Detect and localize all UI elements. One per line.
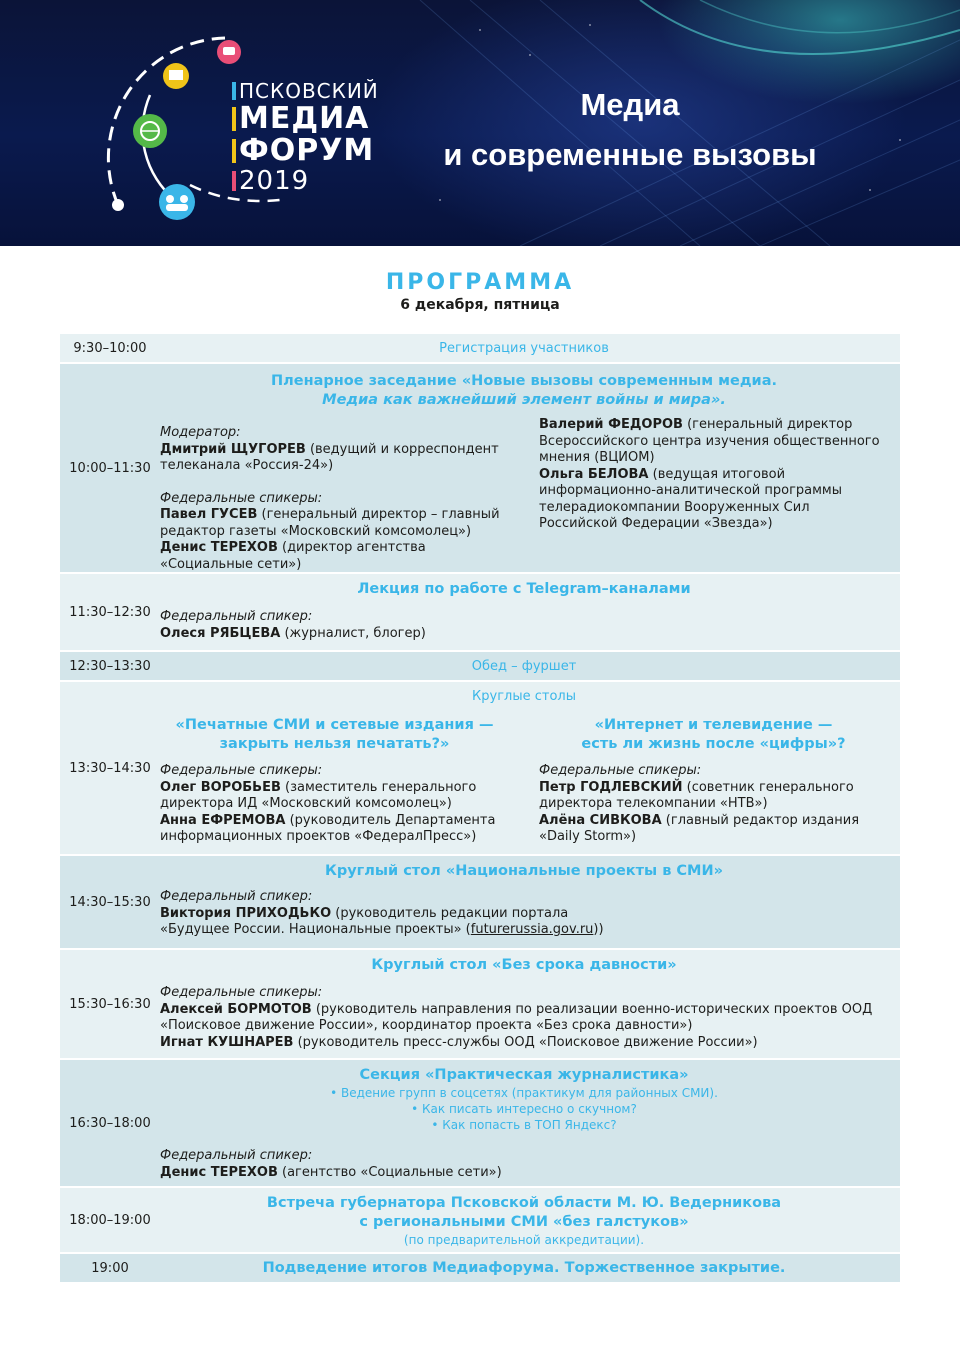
speaker-name: Алексей БОРМОТОВ xyxy=(160,1001,312,1017)
row-time: 19:00 xyxy=(91,1260,129,1276)
speaker-role: (ведущий и корреспондент телеканала «Россия-24») xyxy=(160,441,499,473)
speaker-label: Федеральный спикер: xyxy=(160,1148,313,1163)
speaker-label: Федеральный спикер: xyxy=(160,609,313,624)
speaker-role-end: )) xyxy=(593,922,604,937)
speaker-name: Олеся РЯБЦЕВА xyxy=(160,625,281,641)
speaker-name: Денис ТЕРЕХОВ xyxy=(160,540,278,555)
row-title: Подведение итогов Медиафорума. Торжественное закрытие. xyxy=(262,1259,786,1276)
speaker-name: Игнат КУШНАРЕВ xyxy=(160,1034,294,1050)
row-time: 13:30–14:30 xyxy=(69,760,151,776)
program-date: 6 декабря, пятница xyxy=(400,297,560,313)
headline xyxy=(400,80,860,180)
speaker-name: Павел ГУСЕВ xyxy=(160,507,258,522)
speaker-role: (агентство «Социальные сети») xyxy=(277,1164,502,1180)
row-time: 9:30–10:00 xyxy=(73,340,147,356)
row-title: Регистрация участников xyxy=(439,340,609,356)
speakers-label: Федеральные спикеры: xyxy=(160,763,323,778)
speaker-role: (руководитель Департамента информационных проектов «ФедералПресс») xyxy=(160,812,496,844)
speaker-role: (генеральный директор – главный редактор газеты «Московский комсомолец») xyxy=(160,507,500,539)
speaker-name: Анна ЕФРЕМОВА xyxy=(160,812,286,828)
headline-line-2: и современные вызовы xyxy=(443,137,817,172)
speaker-role: (руководитель пресс-службы ООД «Поисковое движение России») xyxy=(293,1034,758,1050)
logo-line-2: МЕДИА xyxy=(239,101,370,136)
schedule-row-lunch xyxy=(60,652,900,682)
row-note: (по предварительной аккредитации). xyxy=(403,1233,645,1247)
row-time: 12:30–13:30 xyxy=(69,658,151,674)
plenary-right-column xyxy=(531,417,888,573)
schedule-row-governor-meeting xyxy=(60,1188,900,1254)
speaker-name: Валерий ФЕДОРОВ xyxy=(539,417,683,432)
row-time: 14:30–15:30 xyxy=(69,894,151,910)
logo-line-3: ФОРУМ xyxy=(239,133,375,168)
row-title-line-1: Встреча губернатора Псковской области М. Ю. Ведерникова xyxy=(266,1195,782,1211)
schedule-row-registration xyxy=(60,334,900,364)
plenary-left-column xyxy=(160,417,531,573)
moderator-label: Модератор: xyxy=(160,425,241,440)
headline-line-1: Медиа xyxy=(580,87,680,122)
round-table-left xyxy=(160,716,531,846)
row-time: 15:30–16:30 xyxy=(69,996,151,1012)
speaker-name: Денис ТЕРЕХОВ xyxy=(160,1164,278,1180)
forum-logo xyxy=(232,80,379,194)
round-table-title-line-2: закрыть нельзя печатать?» xyxy=(219,736,450,752)
speaker-role: (главный редактор издания «Daily Storm») xyxy=(539,812,860,844)
speakers-label: Федеральные спикеры: xyxy=(539,763,702,778)
row-title: Круглые столы xyxy=(472,689,576,704)
header-banner xyxy=(0,0,960,246)
row-title: Обед – фуршет xyxy=(471,658,577,674)
speaker-label: Федеральный спикер: xyxy=(160,889,313,904)
schedule-row-plenary xyxy=(60,364,900,574)
round-table-title-line-2: есть ли жизнь после «цифры»? xyxy=(581,736,846,752)
speakers-label: Федеральные спикеры: xyxy=(160,985,323,1000)
logo-line-1: ПСКОВСКИЙ xyxy=(239,79,379,103)
speaker-name: Виктория ПРИХОДЬКО xyxy=(160,905,332,921)
topic-bullet: • Как попасть в ТОП Яндекс? xyxy=(431,1118,617,1132)
row-time: 18:00–19:00 xyxy=(69,1212,151,1228)
row-title-line-2: с региональными СМИ «без галстуков» xyxy=(359,1214,689,1230)
row-time: 11:30–12:30 xyxy=(69,604,151,620)
logo-line-4: 2019 xyxy=(239,166,310,196)
schedule-row-national-projects xyxy=(60,856,900,950)
topic-bullet: • Как писать интересно о скучном? xyxy=(411,1102,637,1116)
row-title: Лекция по работе с Telegram–каналами xyxy=(357,581,691,597)
speakers-label: Федеральные спикеры: xyxy=(160,490,323,506)
schedule-row-closing xyxy=(60,1254,900,1284)
row-title: Круглый стол «Национальные проекты в СМИ» xyxy=(325,863,723,879)
speaker-name: Дмитрий ЩУГОРЕВ xyxy=(160,441,306,457)
round-table-title-line-1: «Интернет и телевидение — xyxy=(594,717,833,733)
speaker-role: (руководитель направления по реализации военно-исторических проектов ООД «Поисковое движение России», координатор проекта «Без срока давности») xyxy=(160,1001,873,1033)
schedule-row-no-statute xyxy=(60,950,900,1060)
program-title: ПРОГРАММА xyxy=(385,270,575,295)
portal-link[interactable]: futurerussia.gov.ru xyxy=(470,922,594,937)
row-title-line-1: Пленарное заседание «Новые вызовы современным медиа. xyxy=(270,373,777,389)
speaker-role: (руководитель редакции портала «Будущее России. Национальные проекты» ( xyxy=(160,905,569,937)
row-time: 16:30–18:00 xyxy=(69,1115,151,1131)
row-title: Секция «Практическая журналистика» xyxy=(359,1067,689,1083)
schedule-table xyxy=(60,334,900,1284)
speaker-role: (заместитель генерального директора ИД «Московский комсомолец») xyxy=(160,779,477,811)
speaker-role: (директор агентства «Социальные сети») xyxy=(160,540,426,572)
speaker-role: (генеральный директор Всероссийского центра изучения общественного мнения (ВЦИОМ) xyxy=(539,417,880,465)
speaker-role: (советник генерального директора телекомпании «НТВ») xyxy=(539,779,854,811)
speaker-name: Петр ГОДЛЕВСКИЙ xyxy=(539,779,683,795)
topic-bullet: • Ведение групп в соцсетях (практикум для районных СМИ). xyxy=(330,1086,718,1100)
speaker-name: Ольга БЕЛОВА xyxy=(539,466,649,482)
schedule-row-practical-journalism xyxy=(60,1060,900,1188)
speaker-role: (ведущая итоговой информационно-аналитической программы телерадиокомпании Вооруженных Сил Российской Федерации «Звезда») xyxy=(539,466,842,531)
row-title-line-2: Медиа как важнейший элемент войны и мира». xyxy=(322,392,726,408)
speaker-role: (журналист, блогер) xyxy=(280,625,426,641)
row-title: Круглый стол «Без срока давности» xyxy=(371,957,677,973)
round-table-right xyxy=(531,716,888,846)
schedule-row-telegram-lecture xyxy=(60,574,900,652)
row-time: 10:00–11:30 xyxy=(69,460,151,476)
schedule-row-round-tables xyxy=(60,682,900,856)
speaker-name: Олег ВОРОБЬЕВ xyxy=(160,779,281,795)
speaker-name: Алёна СИВКОВА xyxy=(539,812,662,828)
people-icon xyxy=(159,184,195,220)
round-table-title-line-1: «Печатные СМИ и сетевые издания — xyxy=(175,717,494,733)
